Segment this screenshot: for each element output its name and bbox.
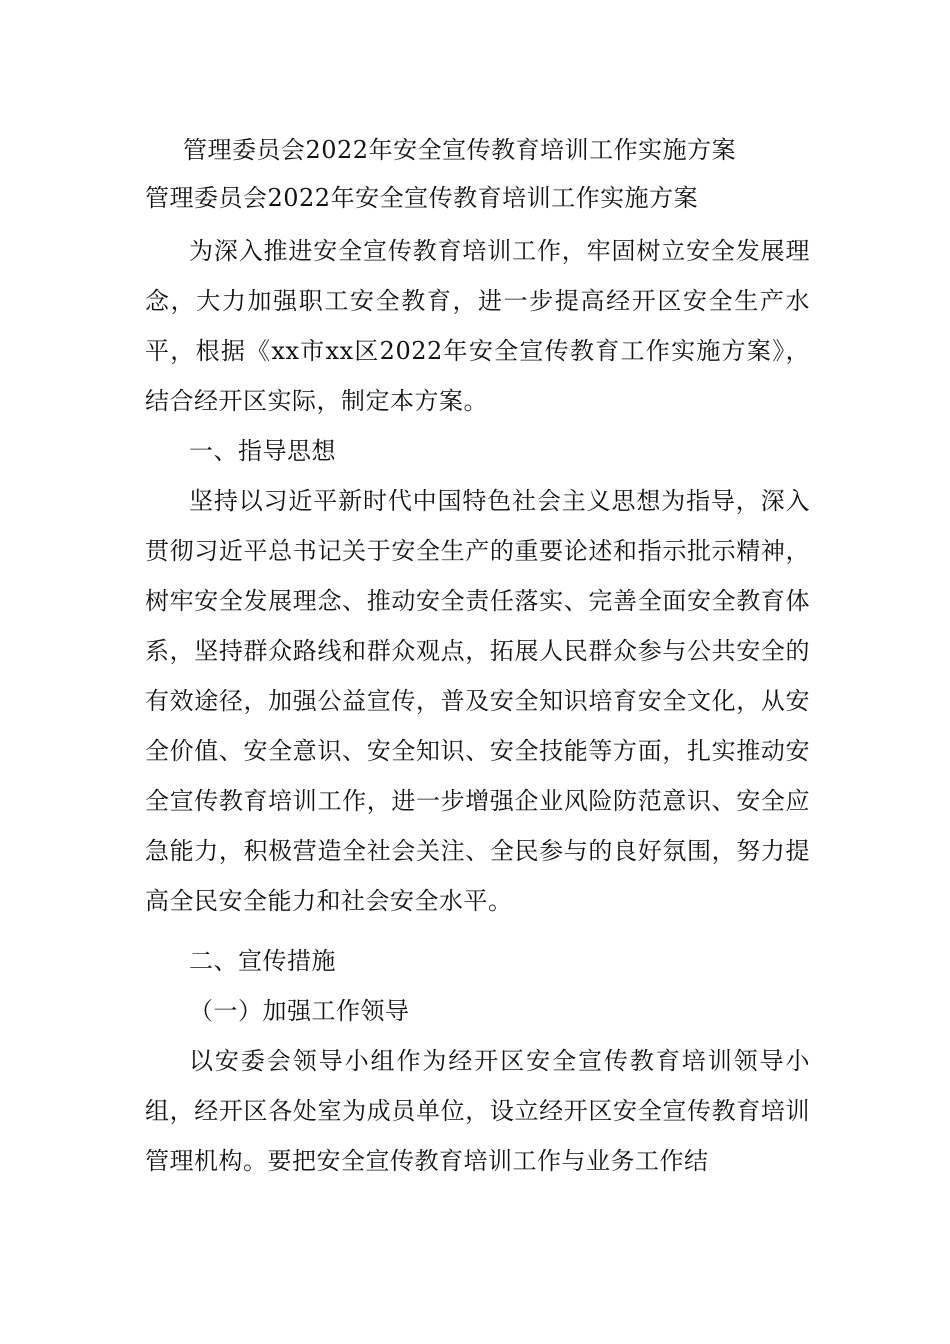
document-body xyxy=(145,126,810,1186)
section-1-heading: 一、指导思想 xyxy=(189,437,336,465)
section-1-paragraph: 坚持以习近平新时代中国特色社会主义思想为指导，深入贯彻习近平总书记关于安全生产的重要论述和指示批示精神，树牢安全发展理念、推动安全责任落实、完善全面安全教育体系，坚持群众路线和群众观点，拓展人民群众参与公共安全的有效途径，加强公益宣传，普及安全知识培育安全文化，从安全价值、安全意识、安全知识、安全技能等方面，扎实推动安全宣传教育培训工作，进一步增强企业风险防范意识、安全应急能力，积极营造全社会关注、全民参与的良好氛围，努力提高全民安全能力和社会安全水平。 xyxy=(145,487,810,915)
intro-paragraph: 为深入推进安全宣传教育培训工作，牢固树立安全发展理念，大力加强职工安全教育，进一步提高经开区安全生产水平，根据《xx市xx区2022年安全宣传教育工作实施方案》，结合经开区实际，制定本方案。 xyxy=(145,237,810,415)
section-2-heading: 二、宣传措施 xyxy=(189,947,336,975)
section-2-subsection-1-heading: （一）加强工作领导 xyxy=(189,997,410,1025)
document-title-secondary: 管理委员会2022年安全宣传教育培训工作实施方案 xyxy=(145,184,699,212)
document-title-primary: 管理委员会2022年安全宣传教育培训工作实施方案 xyxy=(183,136,737,164)
section-2-subsection-1-paragraph: 以安委会领导小组作为经开区安全宣传教育培训领导小组，经开区各处室为成员单位，设立经开区安全宣传教育培训管理机构。要把安全宣传教育培训工作与业务工作结 xyxy=(145,1047,810,1175)
